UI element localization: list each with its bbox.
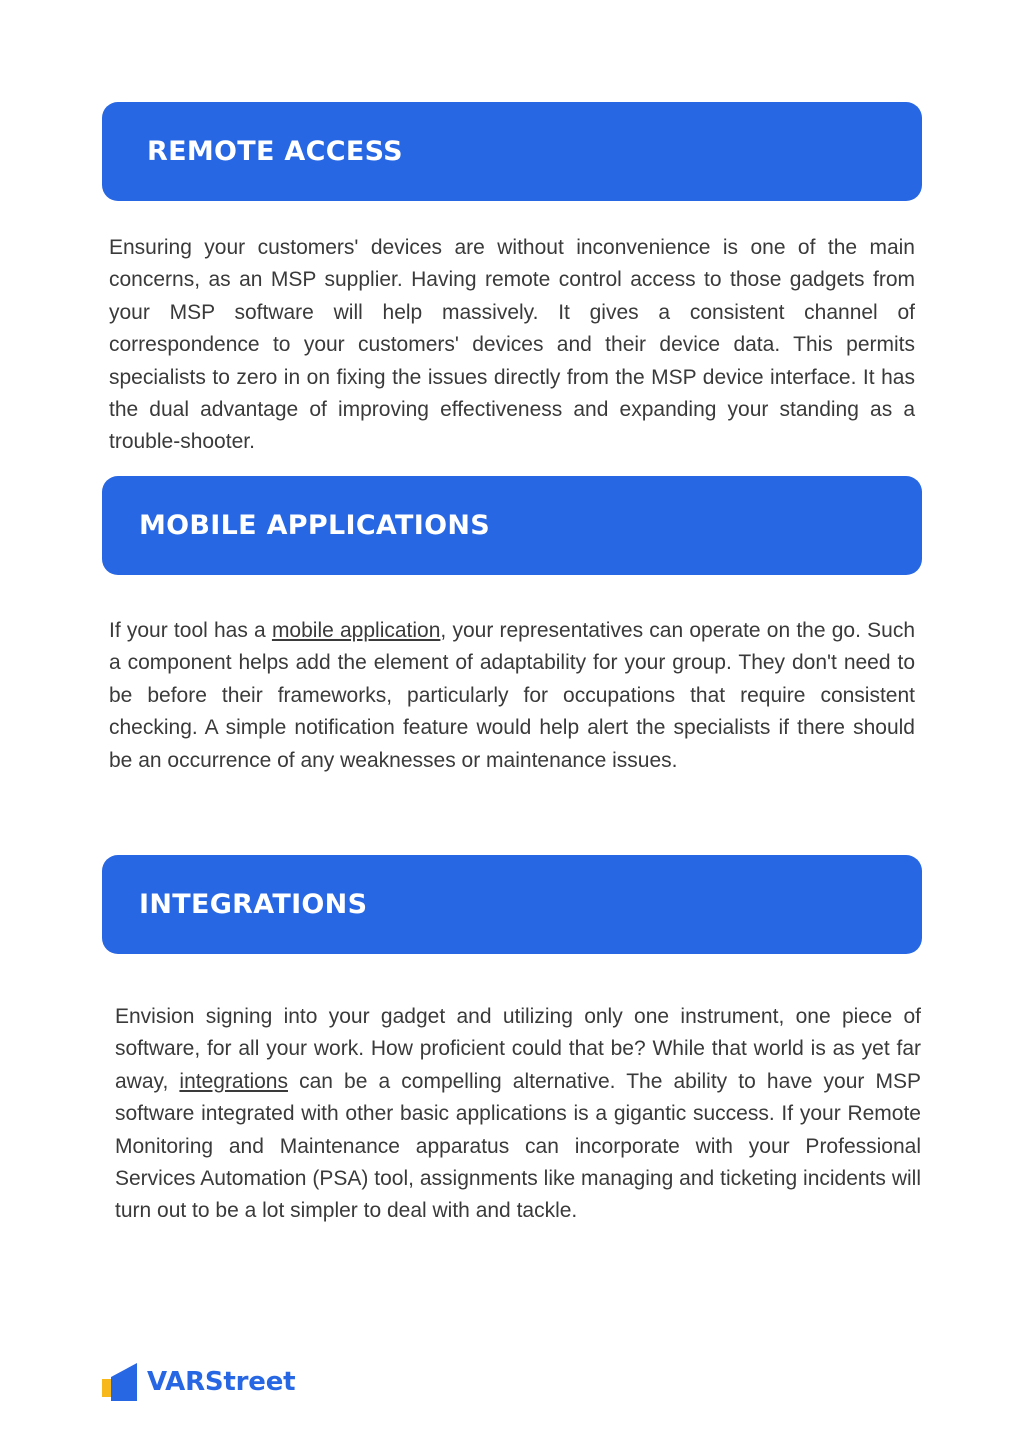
logo-text: VARStreet — [147, 1367, 296, 1397]
section-title: MOBILE APPLICATIONS — [139, 510, 490, 541]
section-body-remote-access: Ensuring your customers' devices are without inconvenience is one of the main concerns, as an MSP supplier. Having remote control access to those gadgets from your MSP software will help massively. It gives a consistent channel of correspondence to your customers' devices and their device data. This permits specialists to zero in on fixing the issues directly from the MSP device interface. It has the dual advantage of improving effectiveness and expanding your standing as a trouble-shooter. — [109, 236, 915, 454]
section-header-mobile-applications — [102, 476, 922, 575]
varstreet-logo-icon — [102, 1363, 138, 1401]
body-text: , your representatives can operate on the go. Such a component helps add the element of adaptability for your group. They don't need to be before their frameworks, particularly for occupations that require consistent checking. A simple notification feature would help alert the specialists if there should be an occurrence of any weaknesses or maintenance issues. — [109, 619, 915, 772]
section-body-mobile-applications — [109, 615, 915, 777]
mobile-application-link[interactable]: mobile application — [271, 619, 441, 642]
body-text: can be a compelling alternative. The ability to have your MSP software integrated with other basic applications is a gigantic success. If your Remote Monitoring and Maintenance apparatus can incorporate with your Professional Services Automation (PSA) tool, assignments like managing and ticketing incidents will turn out to be a lot simpler to deal with and tackle. — [115, 1069, 921, 1223]
section-title: REMOTE ACCESS — [147, 136, 403, 167]
section-title: INTEGRATIONS — [139, 889, 368, 920]
body-text: Envision signing into your gadget and utilizing only one instrument, one piece of software, for all your work. How proficient could that be? While that world is as yet far away, — [115, 1005, 921, 1093]
integrations-link[interactable]: integrations — [179, 1069, 288, 1093]
varstreet-logo — [102, 1363, 295, 1401]
body-text: If your tool has a — [109, 619, 272, 642]
section-body-integrations — [115, 1001, 921, 1228]
section-header-remote-access — [102, 102, 922, 201]
section-header-integrations — [102, 855, 922, 954]
